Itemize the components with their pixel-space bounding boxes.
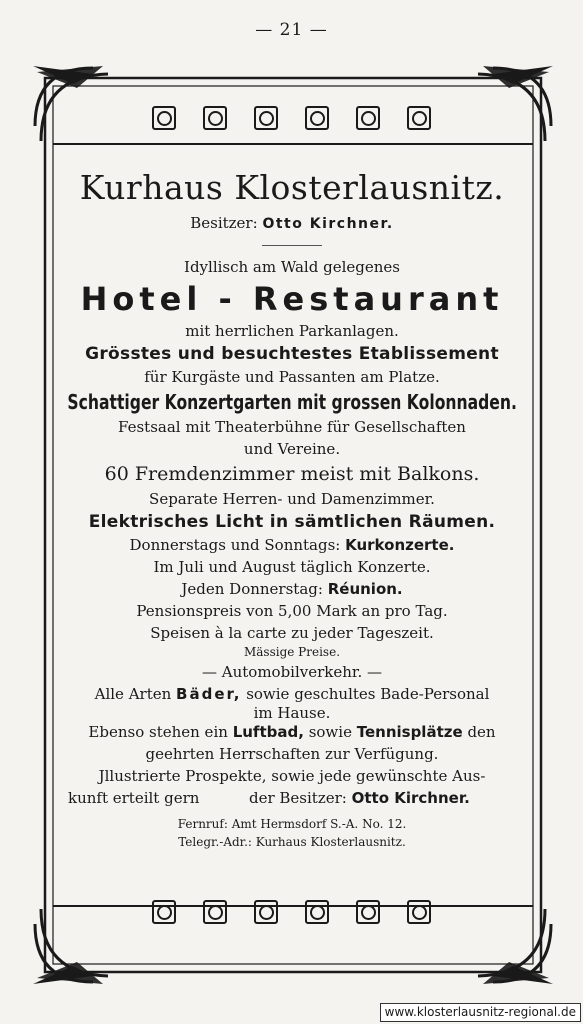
line-geehrten: geehrten Herrschaften zur Verfügung. — [145, 745, 439, 763]
line-vereine: und Vereine. — [243, 440, 341, 458]
line-sonntags: Donnerstags und Sonntags: Kurkonzerte. — [129, 536, 455, 554]
line-separate: Separate Herren- und Damenzimmer. — [149, 490, 435, 508]
square-ornament-icon — [305, 106, 329, 130]
line-idyll: Idyllisch am Wald gelegenes — [184, 258, 400, 276]
line-kunft: kunft erteilt gern der Besitzer: Otto Kirchner. — [68, 789, 470, 807]
hotel-heading: Hotel - Restaurant — [80, 280, 504, 318]
line-prospekte: Jllustrierte Prospekte, sowie jede gewünschte Aus- — [98, 767, 486, 785]
square-ornament-icon — [356, 106, 380, 130]
line-park: mit herrlichen Parkanlagen. — [185, 322, 399, 340]
square-ornament-icon — [152, 900, 176, 924]
page-number: — 21 — — [255, 20, 328, 40]
line-kurgaeste: für Kurgäste und Passanten am Platze. — [144, 368, 440, 386]
square-ornament-icon — [203, 106, 227, 130]
watermark-url: www.klosterlausnitz-regional.de — [380, 1003, 581, 1022]
line-reunion: Jeden Donnerstag: Réunion. — [181, 580, 403, 598]
square-ornament-icon — [152, 106, 176, 130]
square-ornament-icon — [254, 106, 278, 130]
owner-name: Otto Kirchner. — [262, 216, 394, 232]
advertisement-body — [62, 168, 522, 851]
line-juli: Im Juli und August täglich Konzerte. — [153, 558, 431, 576]
line-fremdenzimmer: 60 Fremdenzimmer meist mit Balkons. — [104, 463, 480, 485]
divider — [262, 245, 322, 246]
top-ornament-row — [0, 106, 583, 130]
line-telegr: Telegr.-Adr.: Kurhaus Klosterlausnitz. — [178, 835, 406, 849]
line-hause: im Hause. — [253, 704, 331, 722]
line-auto: — Automobilverkehr. — — [202, 663, 382, 681]
line-groesstes: Grösstes und besuchtestes Etablissement — [85, 344, 499, 364]
line-speisen: Speisen à la carte zu jeder Tageszeit. — [150, 624, 434, 642]
line-baeder: Alle Arten Bäder, sowie geschultes Bade-Personal — [94, 685, 490, 703]
title: Kurhaus Klosterlausnitz. — [79, 168, 505, 207]
square-ornament-icon — [356, 900, 380, 924]
line-festsaal: Festsaal mit Theaterbühne für Gesellschaften — [118, 418, 466, 436]
square-ornament-icon — [305, 900, 329, 924]
square-ornament-icon — [203, 900, 227, 924]
line-licht: Elektrisches Licht in sämtlichen Räumen. — [88, 512, 496, 532]
square-ornament-icon — [407, 106, 431, 130]
line-konzertgarten-wrap — [62, 388, 522, 416]
line-fernruf: Fernruf: Amt Hermsdorf S.-A. No. 12. — [177, 817, 407, 831]
square-ornament-icon — [407, 900, 431, 924]
square-ornament-icon — [254, 900, 278, 924]
owner-line: Besitzer: Otto Kirchner. — [190, 214, 394, 232]
bottom-ornament-row — [0, 900, 583, 924]
line-preise: Mässige Preise. — [243, 645, 341, 659]
line-pension: Pensionspreis von 5,00 Mark an pro Tag. — [136, 602, 448, 620]
line-ebenso: Ebenso stehen ein Luftbad, sowie Tennisplätze den — [88, 723, 496, 741]
line-konzertgarten: Schattiger Konzertgarten mit grossen Kolonnaden. — [67, 390, 517, 414]
